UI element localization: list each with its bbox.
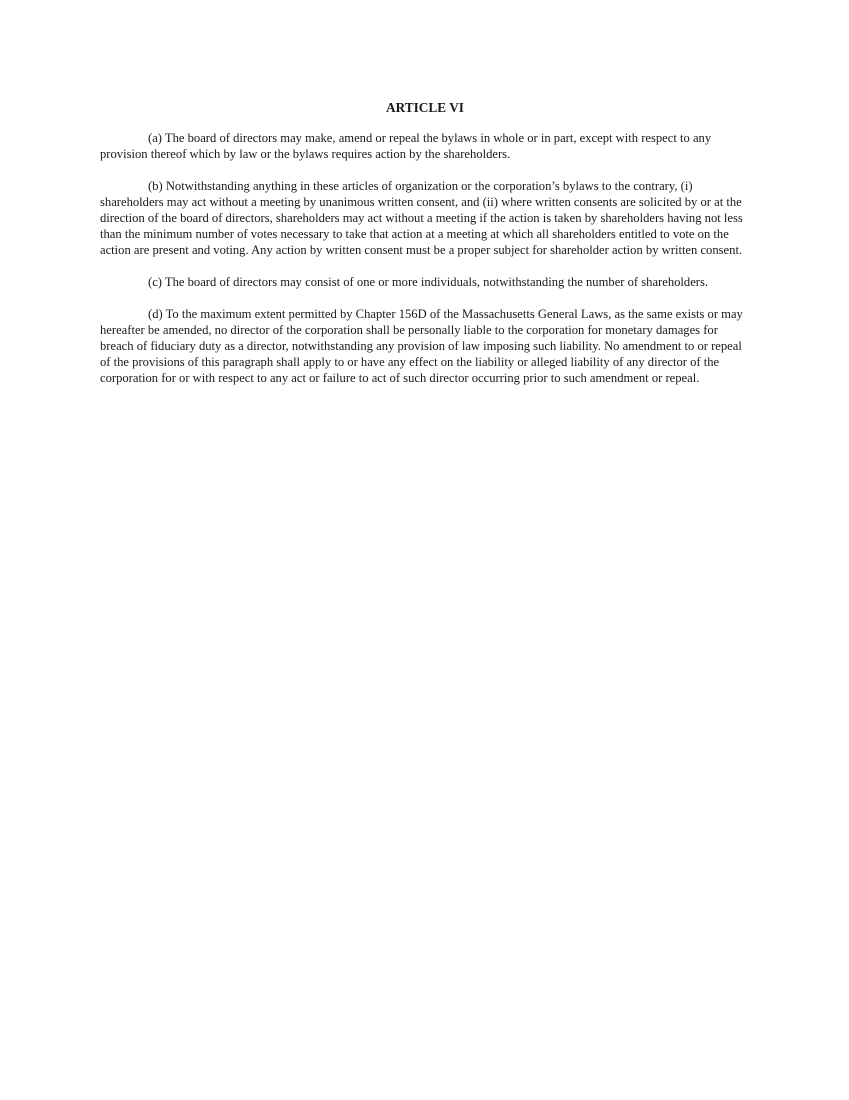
document-page: [100, 100, 750, 402]
paragraph-d: (d) To the maximum extent permitted by Chapter 156D of the Massachusetts General Laws, as the same exists or may hereafter be amended, no director of the corporation shall be personally liable to the corporation for monetary damages for breach of fiduciary duty as a director, notwithstanding any provision of law imposing such liability. No amendment to or repeal of the provisions of this paragraph shall apply to or have any effect on the liability or alleged liability of any director of the corporation for or with respect to any act or failure to act of such director occurring prior to such amendment or repeal.: [100, 307, 743, 385]
paragraph-a: (a) The board of directors may make, amend or repeal the bylaws in whole or in part, except with respect to any provision thereof which by law or the bylaws requires action by the shareholders.: [100, 131, 712, 161]
paragraph-b: (b) Notwithstanding anything in these articles of organization or the corporation’s bylaws to the contrary, (i) shareholders may act without a meeting by unanimous written consent, and (ii) where written consents are solicited by or at the direction of the board of directors, shareholders may act without a meeting if the action is taken by shareholders having not less than the minimum number of votes necessary to take that action at a meeting at which all shareholders entitled to vote on the action are present and voting. Any action by written consent must be a proper subject for shareholder action by written consent.: [100, 179, 743, 257]
article-heading: ARTICLE VI: [386, 100, 464, 115]
paragraph-c: (c) The board of directors may consist of one or more individuals, notwithstanding the number of shareholders.: [148, 275, 709, 289]
